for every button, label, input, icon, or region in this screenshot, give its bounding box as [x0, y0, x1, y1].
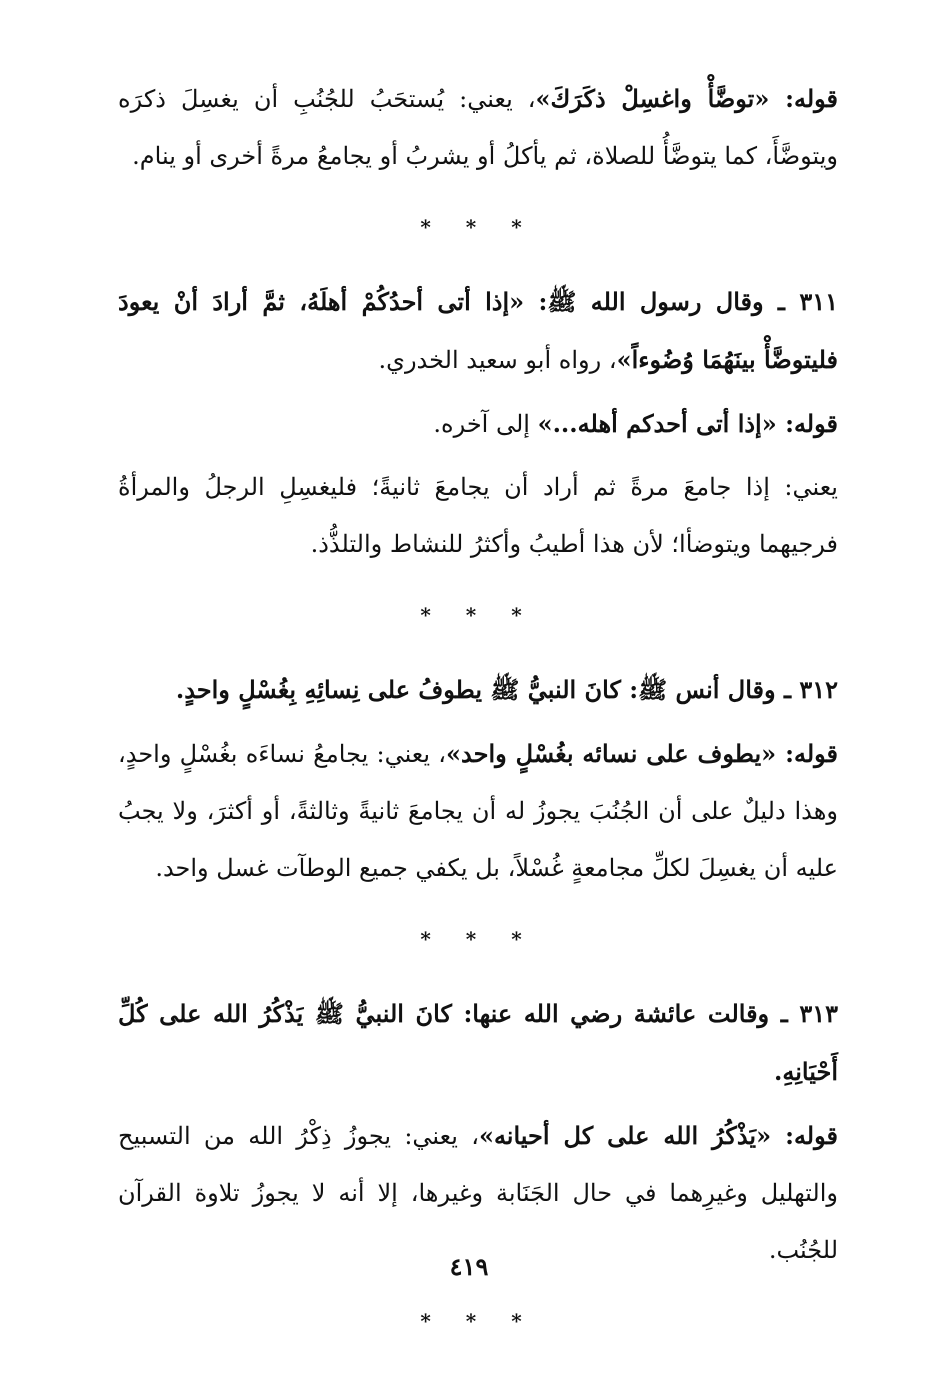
hadith-narrator: ، رواه أبو سعيد الخدري.	[378, 346, 617, 374]
section-separator: * * *	[420, 1309, 536, 1333]
hadith-311	[118, 273, 838, 389]
hadith-text-bold: ٣١١ ـ وقال رسول الله ﷺ: «إذا أتى أحدُكُمْ أهلَهُ، ثمَّ أرادَ أنْ يعودَ فليتوضَّأْ بينَهُمَا وُضُوءاً»	[118, 287, 838, 374]
hadith-312	[118, 661, 838, 719]
commentary-paragraph	[118, 70, 838, 185]
commentary-paragraph: يعني: إذا جامعَ مرةً ثم أراد أن يجامعَ ثانيةً؛ فليغسِلِ الرجلُ والمرأةُ فرجيهما ويتوضأا؛ لأن هذا أطيبُ وأكثرُ للنشاط والتلذُّذ.	[118, 473, 838, 558]
section-separator: * * *	[420, 927, 536, 951]
commentary-text: إلى آخره.	[433, 410, 538, 438]
quote-bold: قوله: «إذا أتى أحدكم أهله...»	[537, 409, 838, 438]
commentary-text: ، يعني: يجوزُ ذِكْرُ الله من التسبيح والتهليل وغيرِهما في حال الجَنَابة وغيرها، إلا أنه لا يجوزُ تلاوة القرآن للجُنُب.	[118, 1122, 838, 1264]
hadith-text-bold: ٣١٣ ـ وقالت عائشة رضي الله عنها: كانَ النبيُّ ﷺ يَذْكُرُ الله على كُلِّ أَحْيَانِهِ.	[118, 999, 838, 1086]
hadith-313	[118, 985, 838, 1101]
quote-bold: قوله: «يَذْكُرُ الله على كل أحيانه»	[478, 1121, 838, 1150]
quote-bold: قوله: «توضَّأْ واغسِلْ ذكَرَكَ»	[535, 84, 839, 113]
commentary-paragraph	[118, 725, 838, 897]
page-number: ٤١٩	[449, 1252, 489, 1281]
quote-bold: قوله: «يطوف على نسائه بغُسْلٍ واحد»	[446, 739, 838, 768]
commentary-text: ، يعني: يُستحَبُ للجُنُبِ أن يغسِلَ ذكرَه ويتوضَّأَ، كما يتوضَّأُ للصلاة، ثم يأكلُ أو يشربُ أو يجامعُ مرةً أخرى أو ينام.	[118, 85, 838, 170]
section-separator: * * *	[420, 603, 536, 627]
page-body	[118, 70, 838, 1367]
commentary-paragraph	[118, 395, 838, 453]
section-separator: * * *	[420, 215, 536, 239]
commentary-text: ، يعني: يجامعُ نساءَه بغُسْلٍ واحدٍ، وهذا دليلٌ على أن الجُنُبَ يجوزُ له أن يجامعَ ثانيةً وثالثةً، أو أكثرَ، ولا يجبُ عليه أن يغسِلَ لكلِّ مجامعةٍ غُسْلاً، بل يكفي جميع الوطآت غسل واحد.	[118, 740, 838, 882]
hadith-text-bold: ٣١٢ ـ وقال أنس ﷺ: كانَ النبيُّ ﷺ يطوفُ على نِسائِهِ بِغُسْلٍ واحدٍ.	[175, 675, 838, 704]
